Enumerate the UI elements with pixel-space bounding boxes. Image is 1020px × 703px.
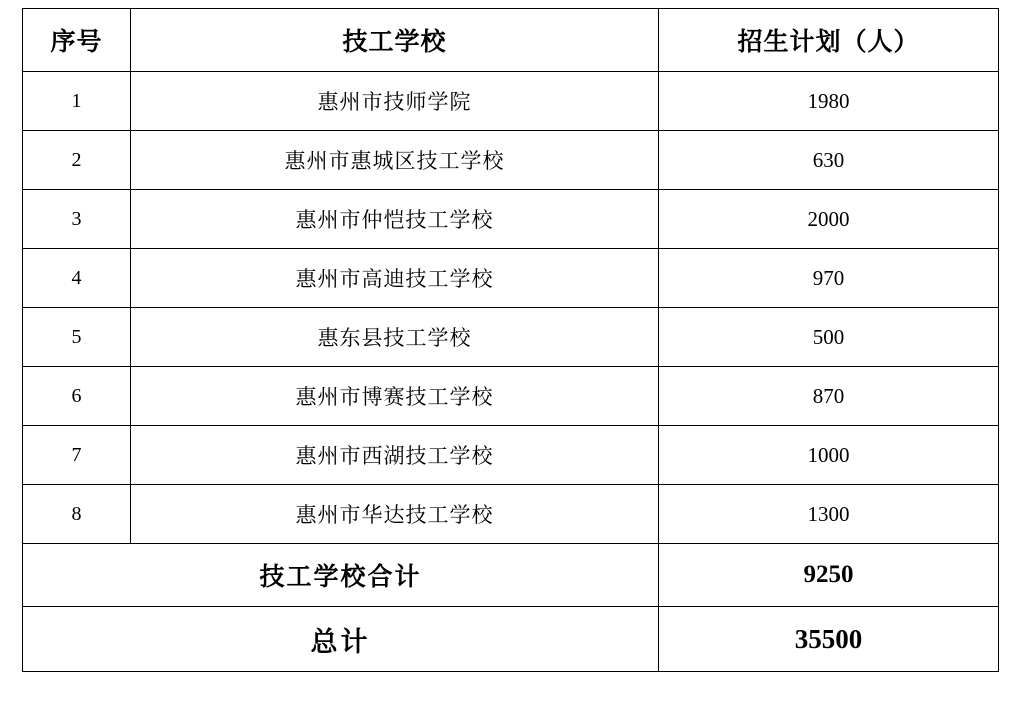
row-plan-value: 970: [659, 249, 999, 308]
table-row: [23, 190, 999, 249]
table-header-row: [23, 9, 999, 72]
table-row: [23, 426, 999, 485]
row-index: 8: [23, 485, 131, 544]
row-plan-value: 2000: [659, 190, 999, 249]
row-index: 4: [23, 249, 131, 308]
row-school-name: 惠州市博赛技工学校: [131, 367, 659, 426]
row-school-name: 惠州市西湖技工学校: [131, 426, 659, 485]
enrollment-plan-table: [22, 8, 999, 672]
row-index: 7: [23, 426, 131, 485]
row-index: 3: [23, 190, 131, 249]
row-school-name: 惠州市高迪技工学校: [131, 249, 659, 308]
row-plan-value: 1000: [659, 426, 999, 485]
table-row: [23, 72, 999, 131]
row-plan-value: 1980: [659, 72, 999, 131]
row-index: 2: [23, 131, 131, 190]
column-header-school: 技工学校: [131, 9, 659, 72]
row-school-name: 惠州市技师学院: [131, 72, 659, 131]
row-plan-value: 630: [659, 131, 999, 190]
row-plan-value: 1300: [659, 485, 999, 544]
table-row: [23, 485, 999, 544]
row-index: 1: [23, 72, 131, 131]
table-row: [23, 367, 999, 426]
total-label: 总计: [23, 607, 659, 672]
table-row: [23, 308, 999, 367]
total-value: 35500: [659, 607, 999, 672]
row-school-name: 惠东县技工学校: [131, 308, 659, 367]
row-school-name: 惠州市惠城区技工学校: [131, 131, 659, 190]
document-page: [0, 8, 1020, 703]
column-header-plan: 招生计划（人）: [659, 9, 999, 72]
row-school-name: 惠州市华达技工学校: [131, 485, 659, 544]
row-plan-value: 500: [659, 308, 999, 367]
table-row: [23, 131, 999, 190]
subtotal-value: 9250: [659, 544, 999, 607]
row-index: 6: [23, 367, 131, 426]
total-row: [23, 607, 999, 672]
column-header-index: 序号: [23, 9, 131, 72]
row-plan-value: 870: [659, 367, 999, 426]
row-school-name: 惠州市仲恺技工学校: [131, 190, 659, 249]
row-index: 5: [23, 308, 131, 367]
subtotal-label: 技工学校合计: [23, 544, 659, 607]
table-row: [23, 249, 999, 308]
subtotal-row: [23, 544, 999, 607]
